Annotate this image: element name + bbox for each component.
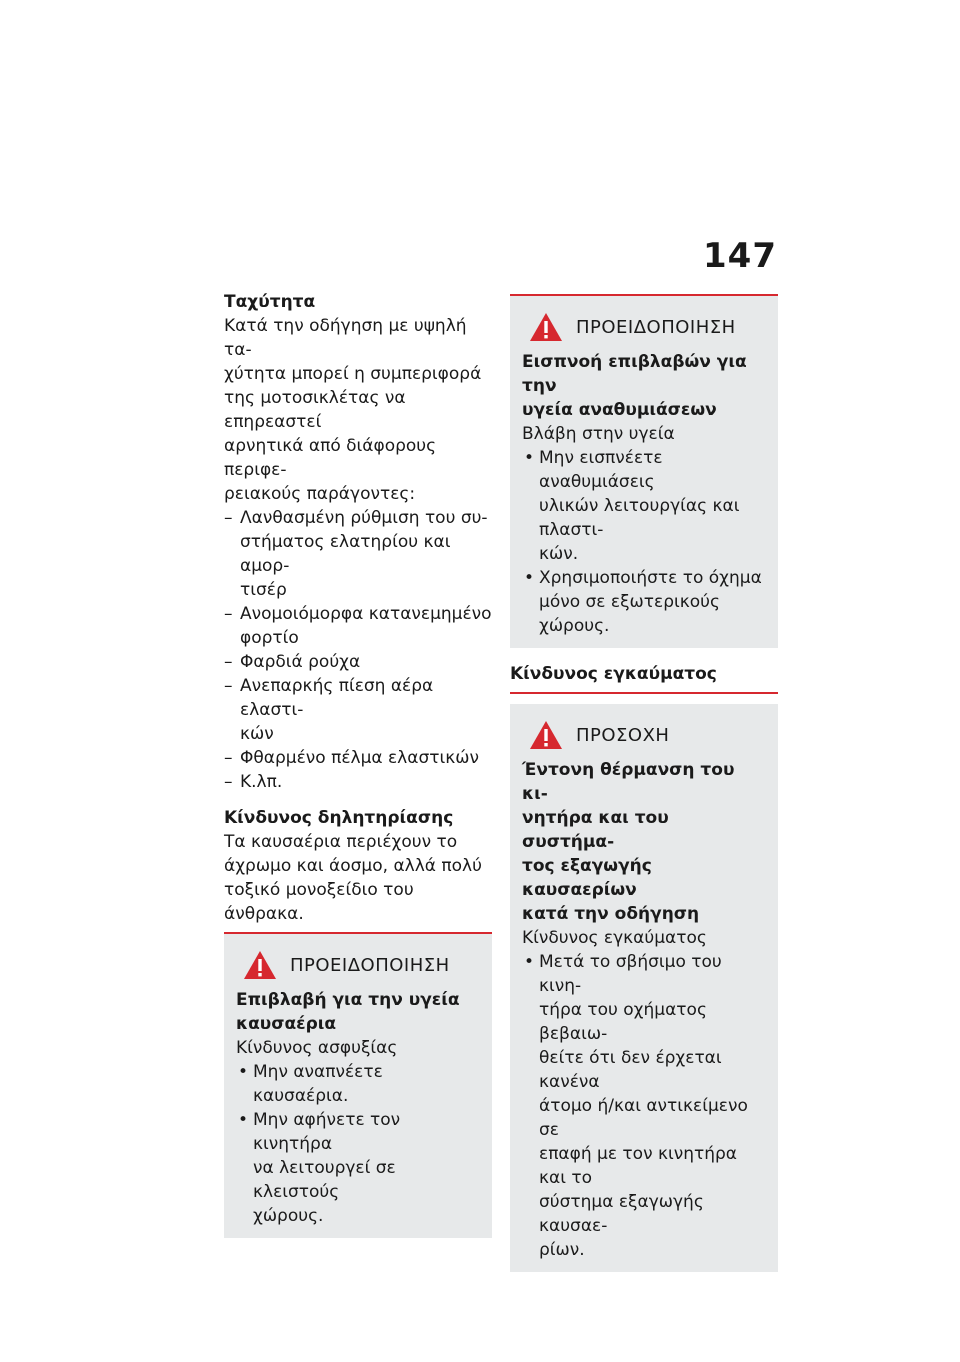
item-line: επαφή με τον κινητήρα και το — [539, 1144, 738, 1188]
item-line: Μετά το σβήσιμο του κινη- — [539, 952, 722, 996]
section-heading-poisoning: Κίνδυνος δηλητηρίασης — [224, 808, 454, 828]
item-line: Λανθασμένη ρύθμιση του συ- — [240, 508, 488, 528]
poisoning-text — [224, 830, 492, 932]
text-line: τοξικό μονοξείδιο του άνθρακα. — [224, 880, 414, 924]
left-column — [224, 290, 492, 1238]
warning-title — [236, 988, 480, 1036]
warning-triangle-icon — [528, 311, 564, 343]
bullet-marker: • — [524, 448, 535, 468]
list-item — [224, 650, 492, 674]
item-line: Ανεπαρκής πίεση αέρα ελαστι- — [240, 676, 434, 720]
item-line: κών. — [539, 544, 579, 564]
page-number: 147 — [703, 236, 777, 276]
item-line: σύστημα εξαγωγής καυσαε- — [539, 1192, 704, 1236]
dash-marker: – — [224, 652, 233, 672]
warning-header — [522, 310, 766, 344]
item-line: Ανομοιόμορφα κατανεμημένο — [240, 604, 492, 624]
text-line: ρειακούς παράγοντες: — [224, 484, 416, 504]
warning-box-exhaust — [224, 932, 492, 1238]
warning-bullets — [522, 446, 766, 638]
list-item — [224, 674, 492, 746]
text-line: Κατά την οδήγηση με υψηλή τα- — [224, 316, 467, 360]
section-heading-burn: Κίνδυνος εγκαύματος — [510, 662, 778, 694]
bullet-marker: • — [238, 1062, 249, 1082]
title-line: Εισπνοή επιβλαβών για την — [522, 352, 747, 396]
warning-label: ΠΡΟΕΙΔΟΠΟΙΗΣΗ — [576, 316, 736, 338]
warning-subtitle: Βλάβη στην υγεία — [522, 424, 675, 444]
title-line: καυσαέρια — [236, 1014, 337, 1034]
list-item — [224, 770, 492, 794]
list-item — [522, 446, 766, 566]
item-line: μόνο σε εξωτερικούς χώρους. — [539, 592, 720, 636]
caution-subtitle: Κίνδυνος εγκαύματος — [522, 928, 707, 948]
item-line: Φθαρμένο πέλμα ελαστικών — [240, 748, 479, 768]
list-item — [224, 746, 492, 770]
bullet-marker: • — [238, 1110, 249, 1130]
bullet-marker: • — [524, 952, 535, 972]
list-item — [224, 602, 492, 650]
warning-bullets — [236, 1060, 480, 1228]
item-line: να λειτουργεί σε κλειστούς — [253, 1158, 396, 1202]
warning-label: ΠΡΟΕΙΔΟΠΟΙΗΣΗ — [290, 954, 450, 976]
dash-marker: – — [224, 604, 233, 624]
speed-text — [224, 314, 492, 506]
item-line: ρίων. — [539, 1240, 585, 1260]
dash-marker: – — [224, 508, 233, 528]
item-line: Κ.λπ. — [240, 772, 283, 792]
bullet-marker: • — [524, 568, 535, 588]
dash-marker: – — [224, 748, 233, 768]
title-line: Επιβλαβή για την υγεία — [236, 990, 460, 1010]
item-line: χώρους. — [253, 1206, 324, 1226]
list-item — [522, 950, 766, 1262]
item-line: Μην αφήνετε τον κινητήρα — [253, 1110, 401, 1154]
item-line: Μην εισπνέετε αναθυμιάσεις — [539, 448, 663, 492]
item-line: Μην αναπνέετε καυσαέρια. — [253, 1062, 383, 1106]
item-line: στήματος ελατηρίου και αμορ- — [240, 532, 451, 576]
list-item — [224, 506, 492, 602]
speed-factor-list — [224, 506, 492, 794]
caution-title — [522, 758, 766, 926]
item-line: άτομο ή/και αντικείμενο σε — [539, 1096, 748, 1140]
text-line: αρνητικά από διάφορους περιφε- — [224, 436, 437, 480]
warning-triangle-icon — [528, 719, 564, 751]
warning-header — [236, 948, 480, 982]
warning-triangle-icon — [242, 949, 278, 981]
title-line: κατά την οδήγηση — [522, 904, 700, 924]
title-line: υγεία αναθυμιάσεων — [522, 400, 717, 420]
text-line: Τα καυσαέρια περιέχουν το — [224, 832, 458, 852]
caution-header — [522, 718, 766, 752]
section-heading-speed: Ταχύτητα — [224, 292, 316, 312]
item-line: θείτε ότι δεν έρχεται κανένα — [539, 1048, 722, 1092]
text-line: της μοτοσικλέτας να επηρεαστεί — [224, 388, 406, 432]
list-item — [236, 1108, 480, 1228]
item-line: φορτίο — [240, 628, 299, 648]
item-line: τήρα του οχήματος βεβαιω- — [539, 1000, 707, 1044]
text-line: άχρωμο και άοσμο, αλλά πολύ — [224, 856, 482, 876]
dash-marker: – — [224, 676, 233, 696]
caution-label: ΠΡΟΣΟΧΗ — [576, 724, 670, 746]
warning-title — [522, 350, 766, 422]
item-line: τισέρ — [240, 580, 287, 600]
caution-bullets — [522, 950, 766, 1262]
item-line: κών — [240, 724, 274, 744]
item-line: Φαρδιά ρούχα — [240, 652, 361, 672]
list-item — [522, 566, 766, 638]
caution-box-burn — [510, 704, 778, 1272]
text-line: χύτητα μπορεί η συμπεριφορά — [224, 364, 482, 384]
dash-marker: – — [224, 772, 233, 792]
list-item — [236, 1060, 480, 1108]
title-line: Έντονη θέρμανση του κι- — [522, 760, 735, 804]
title-line: τος εξαγωγής καυσαερίων — [522, 856, 652, 900]
right-column — [510, 294, 778, 1272]
item-line: Χρησιμοποιήστε το όχημα — [539, 568, 762, 588]
warning-box-fumes — [510, 294, 778, 648]
item-line: υλικών λειτουργίας και πλαστι- — [539, 496, 740, 540]
title-line: νητήρα και του συστήμα- — [522, 808, 669, 852]
warning-subtitle: Κίνδυνος ασφυξίας — [236, 1038, 398, 1058]
